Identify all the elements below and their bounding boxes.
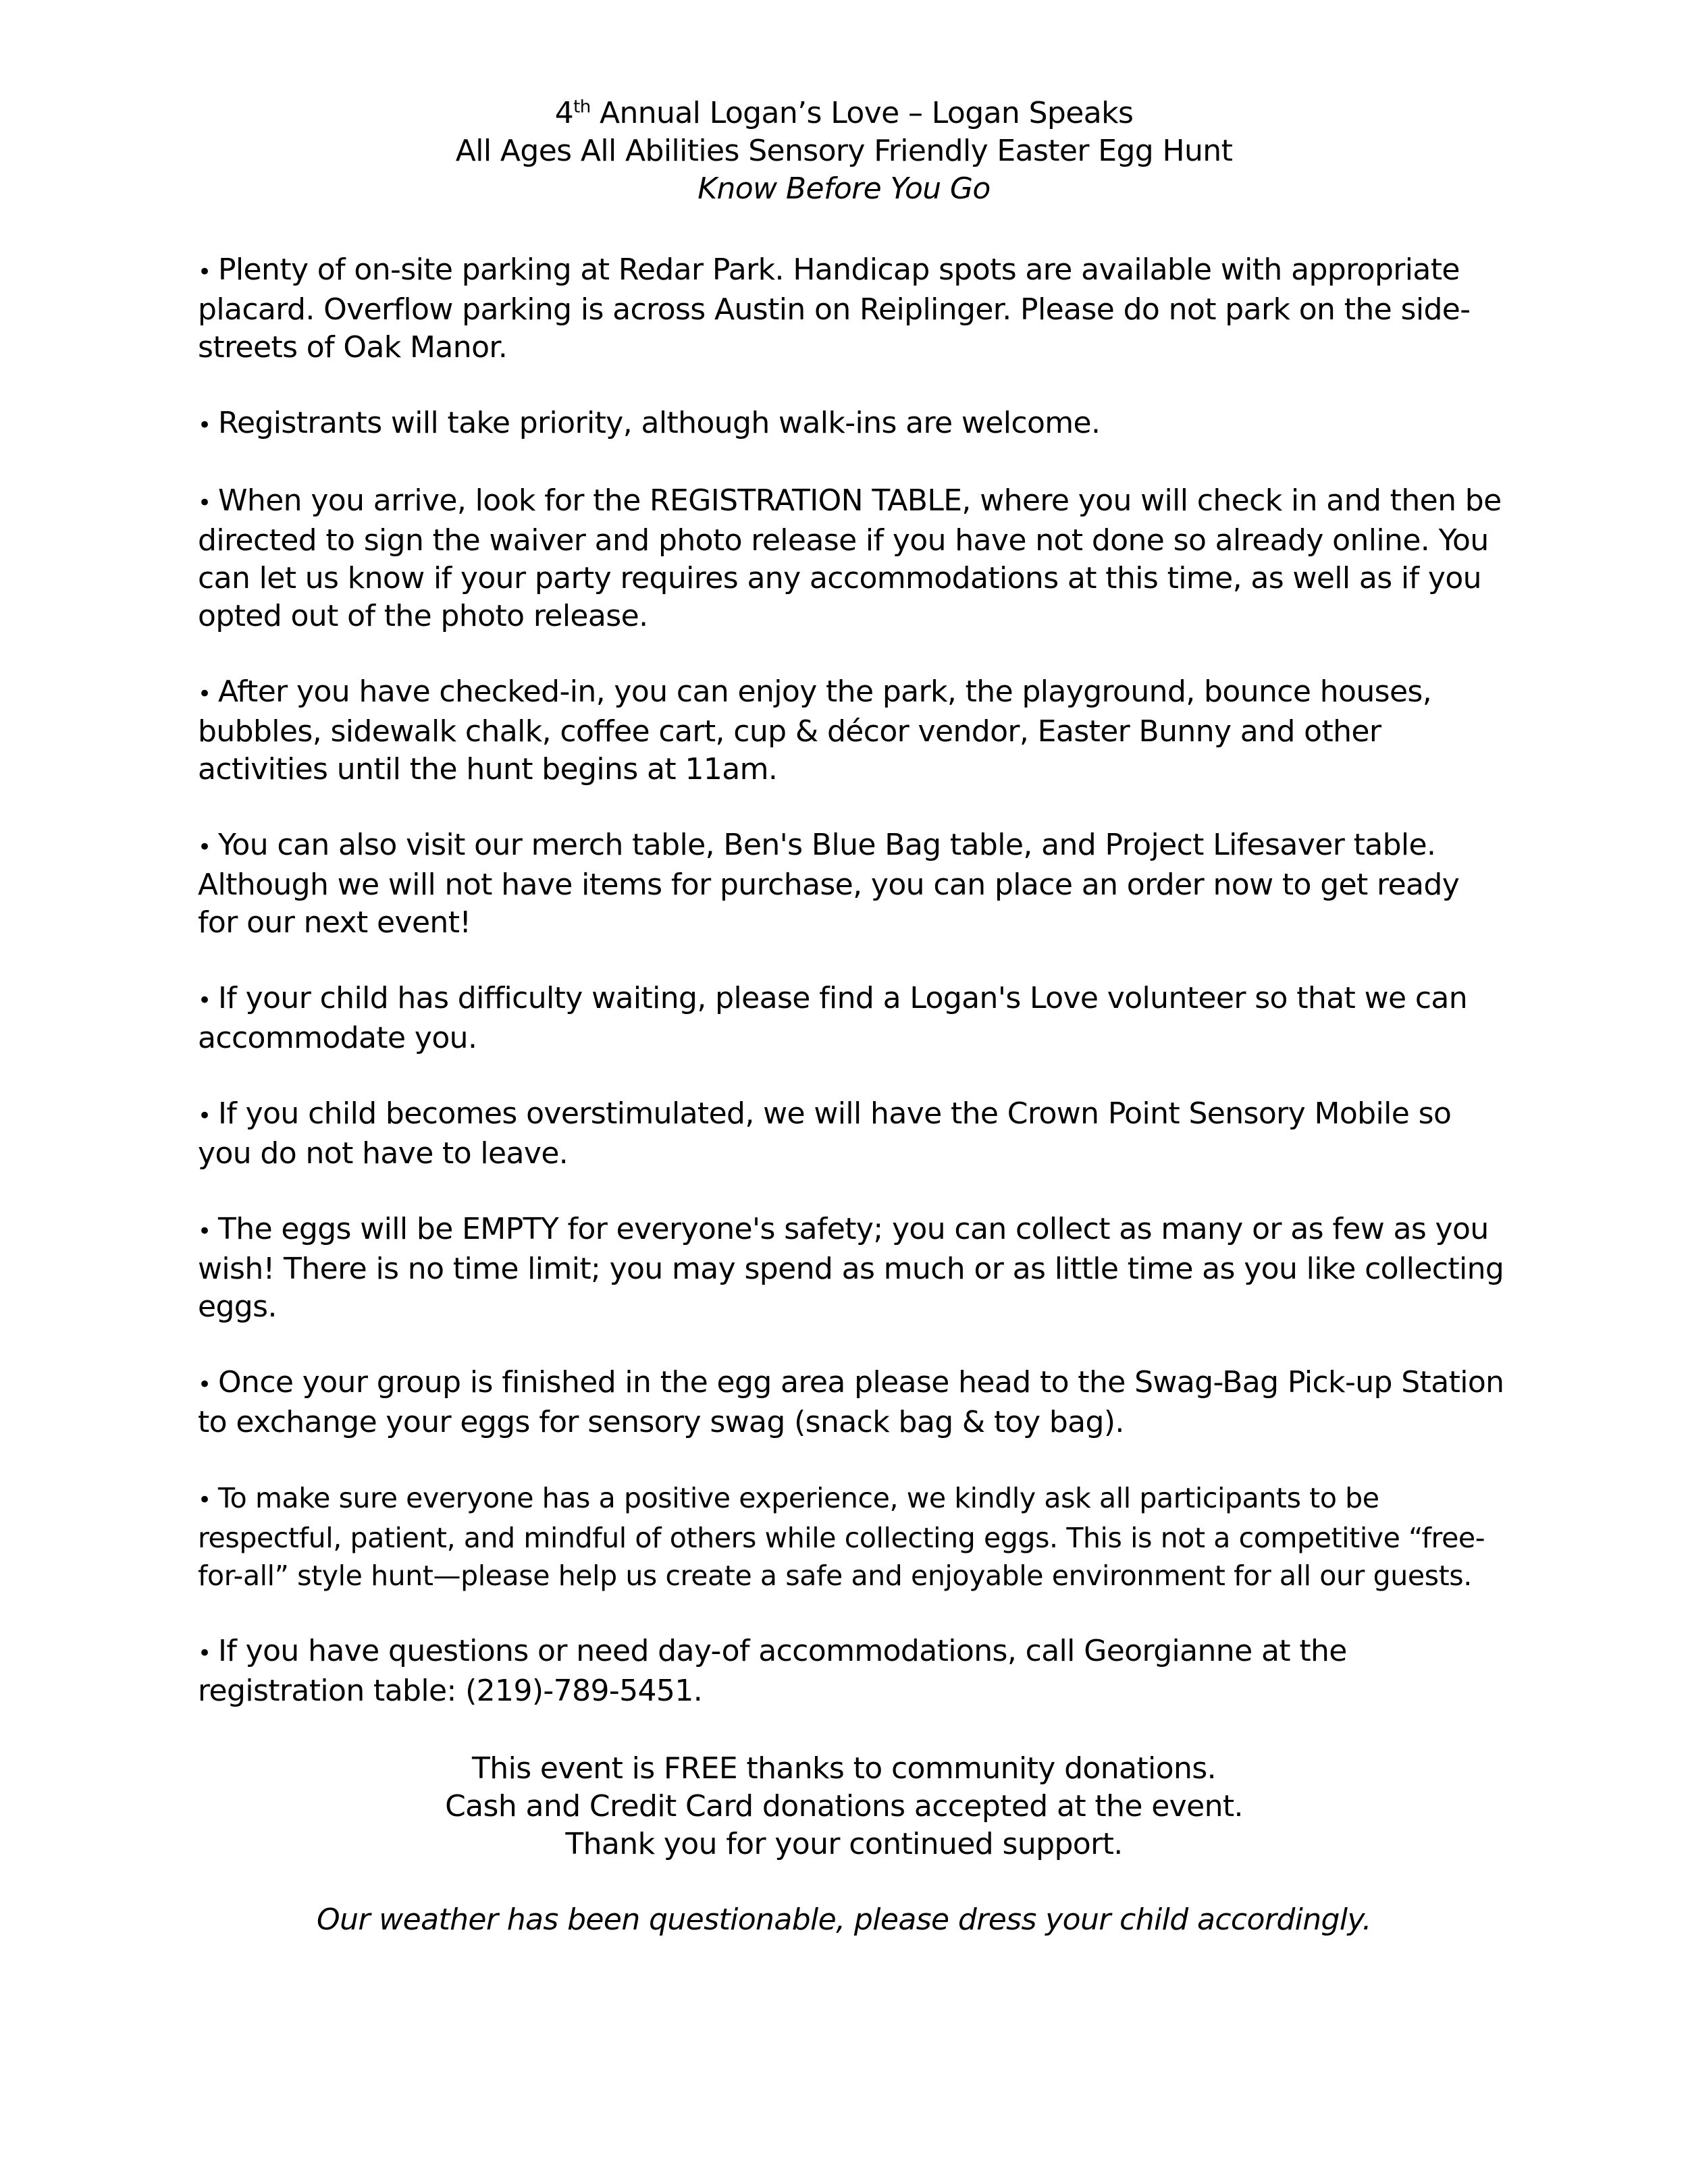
bullet-text: If you have questions or need day-of accommodations, call Georgianne at the registration table: (219)-789-5451.: [198, 1634, 1347, 1708]
bullet-icon: •: [198, 489, 211, 516]
bullet-icon: •: [198, 259, 211, 286]
bullet-icon: •: [198, 1218, 211, 1245]
bullet-text: You can also visit our merch table, Ben's Blue Bag table, and Project Lifesaver table. Although we will not have items for purchase, you can place an order now to get ready for our next event!: [198, 828, 1460, 940]
bullet-text: If your child has difficulty waiting, please find a Logan's Love volunteer so that we can accommodate you.: [198, 981, 1468, 1055]
bullet-icon: •: [198, 1640, 211, 1667]
event-title-text: Annual Logan’s Love – Logan Speaks: [590, 96, 1134, 130]
footer-free-event: This event is FREE thanks to community donations.: [472, 1751, 1216, 1786]
bullet-icon: •: [198, 681, 211, 708]
bullet-text: Once your group is finished in the egg area please head to the Swag-Bag Pick-up Station to exchange your eggs for sensory swag (snack bag & toy bag).: [198, 1365, 1504, 1439]
bullet-text: If you child becomes overstimulated, we will have the Crown Point Sensory Mobile so you do not have to leave.: [198, 1096, 1452, 1171]
info-bullet-list: [198, 251, 1508, 1748]
bullet-registration-table: [198, 482, 1508, 635]
bullet-parking: [198, 251, 1508, 367]
bullet-positive-experience: [198, 1479, 1508, 1595]
event-tagline: Know Before You Go: [697, 171, 991, 206]
bullet-icon: •: [198, 412, 211, 439]
title-block: [0, 95, 1688, 208]
event-ordinal-suffix: th: [573, 97, 591, 117]
bullet-text: The eggs will be EMPTY for everyone's safety; you can collect as many or as few as you wish! There is no time limit; you may spend as much or as little time as you like collecting eggs.: [198, 1212, 1504, 1324]
bullet-waiting: [198, 980, 1508, 1057]
bullet-icon: •: [198, 1102, 211, 1129]
bullet-merch-table: [198, 826, 1508, 942]
bullet-text: When you arrive, look for the REGISTRATION TABLE, where you will check in and then be directed to sign the waiver and photo release if you have not done so already online. You can let us know if your party requires any accommodations at this time, as well as if you opted out of the photo release.: [198, 483, 1502, 633]
bullet-icon: •: [198, 1371, 211, 1398]
bullet-empty-eggs: [198, 1210, 1508, 1326]
event-subtitle: All Ages All Abilities Sensory Friendly Easter Egg Hunt: [455, 134, 1233, 168]
bullet-sensory-mobile: [198, 1095, 1508, 1173]
event-ordinal: 4: [554, 96, 574, 130]
weather-note: Our weather has been questionable, please dress your child accordingly.: [317, 1902, 1371, 1937]
footer-thank-you: Thank you for your continued support.: [565, 1827, 1123, 1861]
footer-donations: Cash and Credit Card donations accepted at the event.: [445, 1789, 1243, 1823]
bullet-icon: •: [198, 1487, 211, 1514]
footer-block: [0, 1750, 1688, 1863]
bullet-icon: •: [198, 987, 211, 1014]
bullet-contact: [198, 1632, 1508, 1710]
bullet-text: Registrants will take priority, although walk-ins are welcome.: [218, 406, 1101, 440]
bullet-text: To make sure everyone has a positive experience, we kindly ask all participants to be respectful, patient, and mindful of others while collecting eggs. This is not a competitive “free-for-all” style hunt—please help us create a safe and enjoyable environment for all our guests.: [198, 1482, 1485, 1592]
bullet-activities: [198, 673, 1508, 789]
bullet-text: Plenty of on-site parking at Redar Park. Handicap spots are available with appropriate placard. Overflow parking is across Austin on Reiplinger. Please do not park on the side-streets of Oak Manor.: [198, 252, 1471, 365]
event-title: [0, 95, 1688, 132]
bullet-text: After you have checked-in, you can enjoy the park, the playground, bounce houses, bubbles, sidewalk chalk, coffee cart, cup & décor vendor, Easter Bunny and other activities until the hunt begins at 11am.: [198, 674, 1432, 787]
bullet-swag-bag: [198, 1364, 1508, 1441]
bullet-registrants: [198, 404, 1508, 444]
bullet-icon: •: [198, 834, 211, 861]
